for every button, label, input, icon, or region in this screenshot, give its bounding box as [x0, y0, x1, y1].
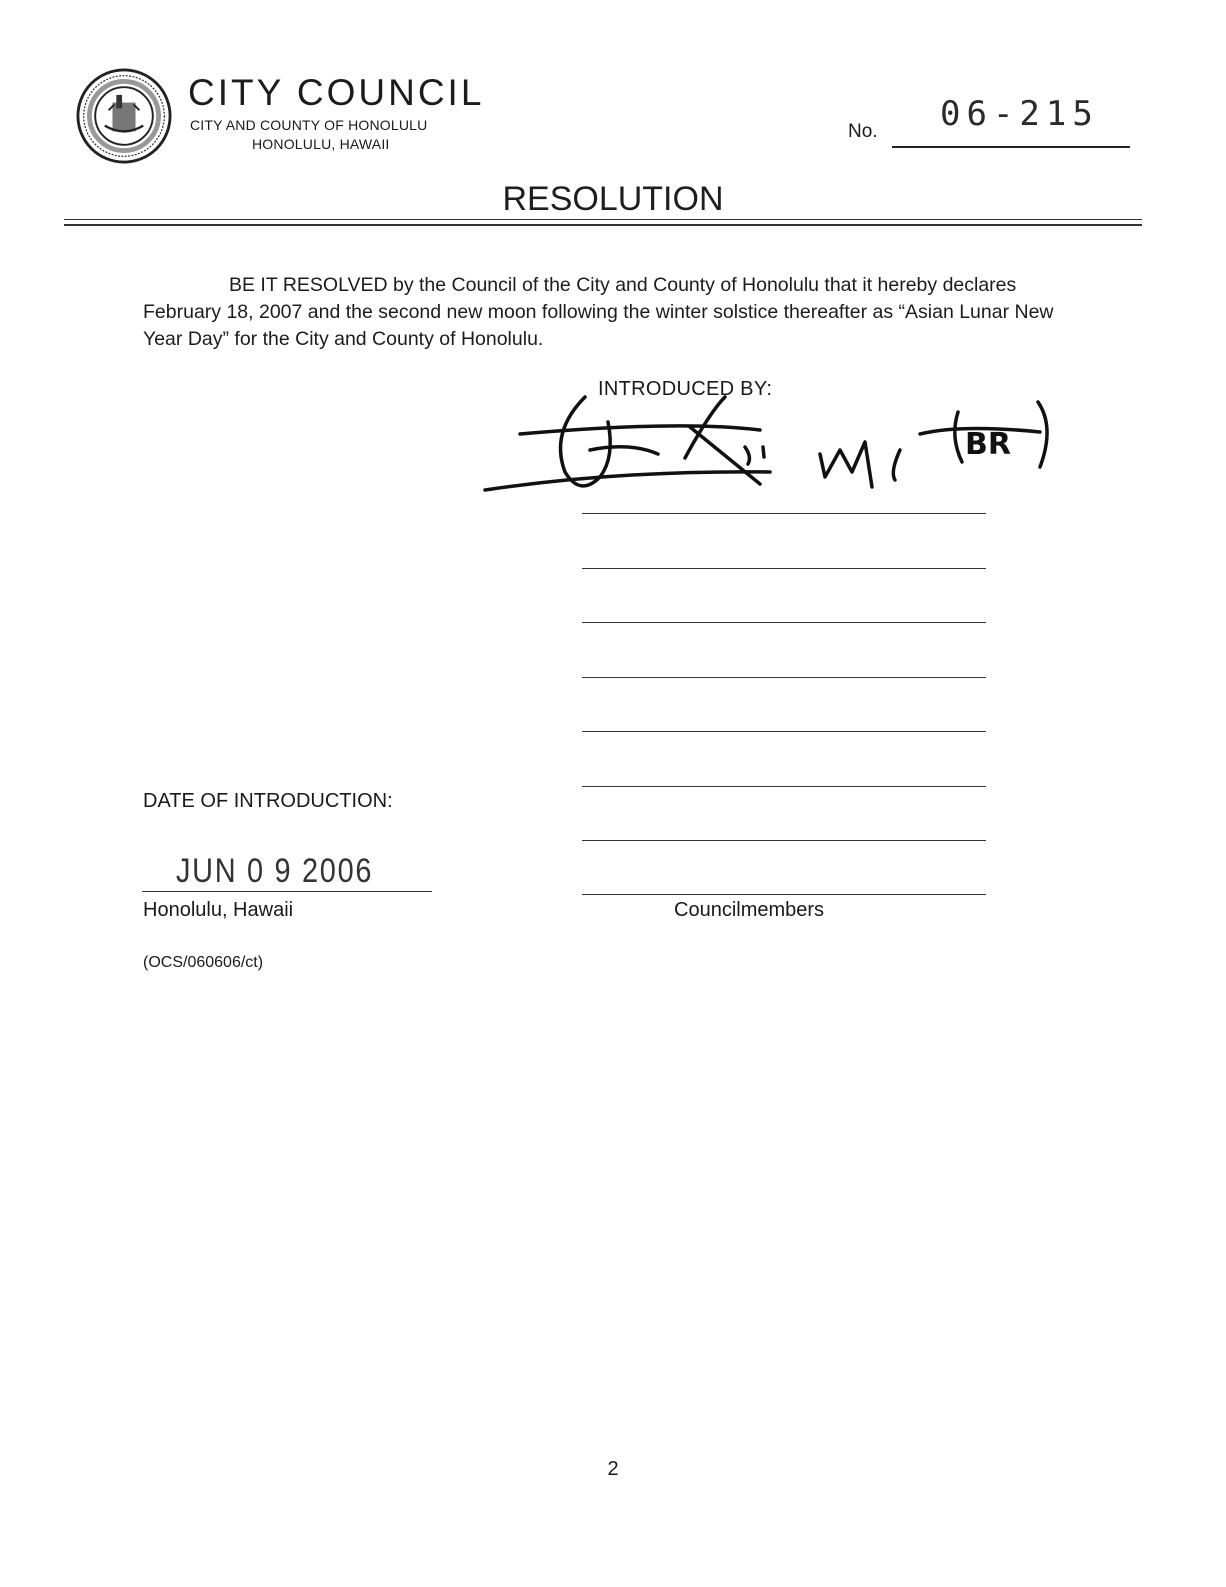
- reference-code: (OCS/060606/ct): [143, 954, 264, 971]
- council-location: HONOLULU, HAWAII: [252, 136, 390, 152]
- resolution-body: BE IT RESOLVED by the Council of the City and County of Honolulu that it hereby declares February 18, 2007 and the second new moon following the winter solstice thereafter as “Asian Lunar New Year Day” for the City and County of Honolulu.: [143, 274, 1054, 350]
- handwritten-signature-icon: [480, 372, 1060, 502]
- title-rule: [64, 224, 1142, 226]
- date-stamp: JUN 0 9 2006: [176, 852, 374, 890]
- resolution-number: 06-215: [940, 94, 1099, 134]
- city-county-seal-icon: [76, 68, 172, 164]
- resolution-number-label: No.: [848, 121, 878, 142]
- document-title: RESOLUTION: [502, 180, 724, 218]
- page-number: 2: [607, 1458, 619, 1480]
- signature-line: [582, 731, 986, 732]
- signature-line: [582, 622, 986, 623]
- date-underline: [142, 891, 432, 892]
- signature-line: [582, 786, 986, 787]
- date-of-introduction-label: DATE OF INTRODUCTION:: [143, 790, 393, 812]
- place-label: Honolulu, Hawaii: [143, 899, 294, 921]
- signature-line: [582, 677, 986, 678]
- signature-line: [582, 568, 986, 569]
- council-subtitle: CITY AND COUNTY OF HONOLULU: [190, 117, 428, 133]
- signature-line: [582, 840, 986, 841]
- councilmembers-label: Councilmembers: [674, 899, 825, 921]
- introduced-by-label: INTRODUCED BY:: [598, 378, 773, 400]
- resolution-number-underline: [892, 146, 1130, 148]
- title-rule: [64, 219, 1142, 220]
- signature-line: [582, 513, 986, 514]
- council-title: CITY COUNCIL: [188, 72, 485, 113]
- signature-line: [582, 894, 986, 895]
- svg-text:BR: BR: [965, 427, 1011, 462]
